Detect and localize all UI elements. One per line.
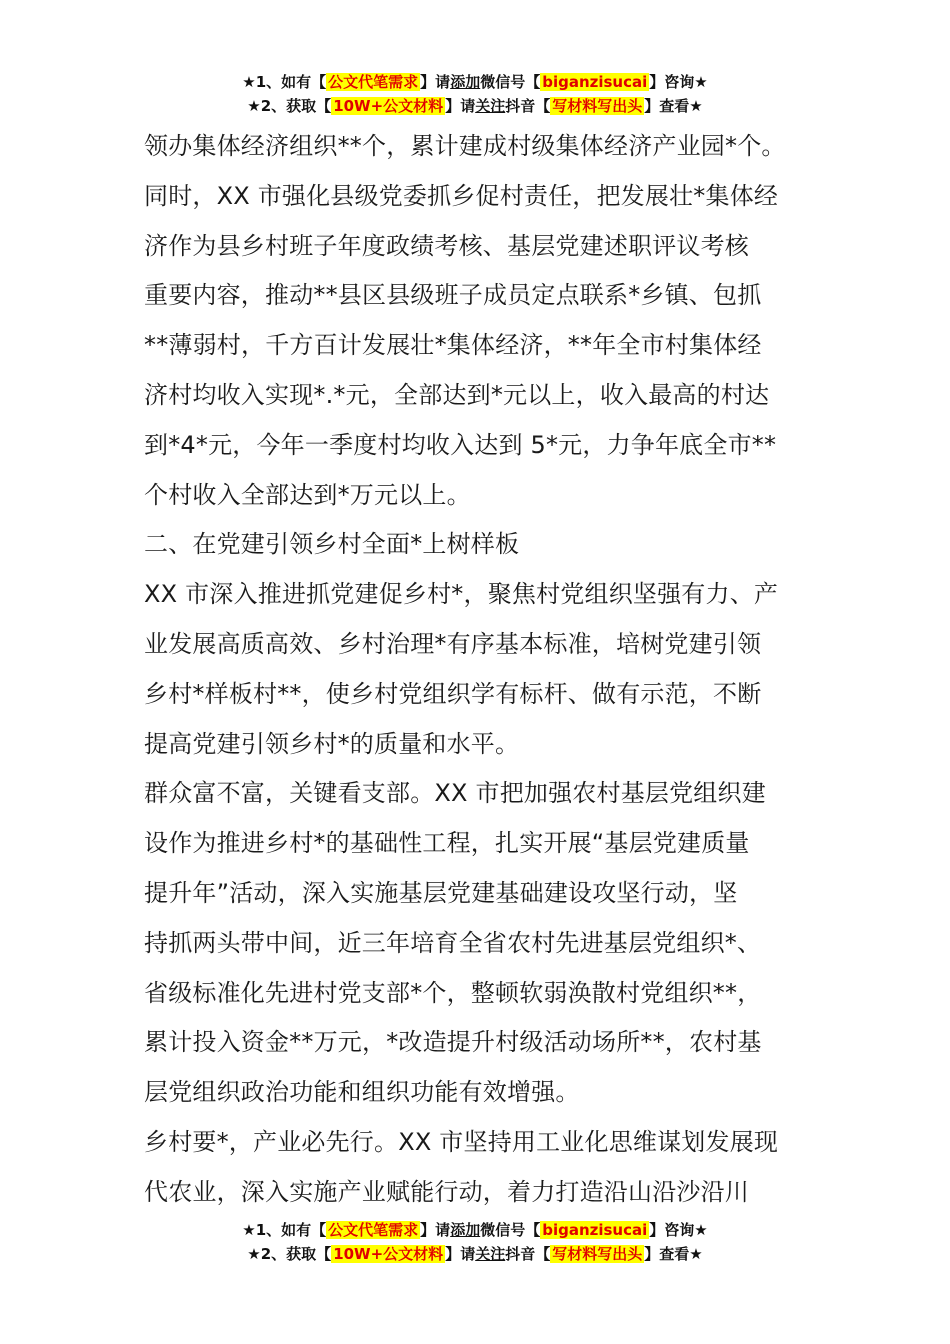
- text-line: 到*4*元，今年一季度村均收入达到 5*元，力争年底全市**: [144, 430, 777, 459]
- text-line: 提升年”活动，深入实施基层党建基础建设攻坚行动，坚: [144, 878, 738, 907]
- text-line: 提高党建引领乡村*的质量和水平。: [144, 729, 520, 758]
- text-line: 省级标准化先进村党支部*个，整顿软弱涣散村党组织**，: [144, 978, 762, 1007]
- section-heading: 二、在党建引领乡村全面*上树样板: [144, 530, 520, 559]
- text-line: 设作为推进乡村*的基础性工程，扎实开展“基层党建质量: [144, 829, 750, 858]
- text-line: 持抓两头带中间，近三年培育全省农村先进基层党组织*、: [144, 928, 762, 957]
- text-line: 业发展高质高效、乡村治理*有序基本标准，培树党建引领: [144, 629, 762, 658]
- banner-highlight: 写材料写出头: [552, 1245, 643, 1263]
- text-line: 个村收入全部达到*万元以上。: [144, 480, 471, 509]
- text-line: 层党组织政治功能和组织功能有效增强。: [144, 1078, 580, 1107]
- banner-highlight: biganzisucai: [542, 1221, 648, 1239]
- text-line: 乡村*样板村**，使乡村党组织学有标杆、做有示范，不断: [144, 679, 762, 708]
- banner-highlight: 公文代笔需求: [328, 73, 419, 91]
- banner-highlight: 10W+公文材料: [333, 97, 444, 115]
- document-body: [144, 122, 814, 1218]
- text-line: 济村均收入实现*.*元，全部达到*元以上，收入最高的村达: [144, 380, 770, 409]
- text-line: 领办集体经济组织**个，累计建成村级集体经济产业园*个。: [144, 132, 786, 160]
- banner-line-1: ★1、如有【 公文代笔需求 】请添加微信号【 biganzisucai 】咨询★: [242, 73, 708, 91]
- text-line: 济作为县乡村班子年度政绩考核、基层党建述职评议考核: [144, 231, 749, 260]
- text-line: 代农业，深入实施产业赋能行动，着力打造沿山沿沙沿川: [144, 1177, 749, 1206]
- text-line: 同时，XX 市强化县级党委抓乡促村责任，把发展壮*集体经: [144, 181, 779, 210]
- text-line: 累计投入资金**万元，*改造提升村级活动场所**，农村基: [144, 1028, 762, 1057]
- banner-highlight: 公文代笔需求: [328, 1221, 419, 1239]
- header-banner: [0, 70, 950, 118]
- banner-line-1: ★1、如有【 公文代笔需求 】请添加微信号【 biganzisucai 】咨询★: [242, 1221, 708, 1239]
- footer-banner: [0, 1218, 950, 1266]
- banner-highlight: 10W+公文材料: [333, 1245, 444, 1263]
- text-line: **薄弱村，千方百计发展壮*集体经济，**年全市村集体经: [144, 331, 762, 360]
- banner-highlight: 写材料写出头: [552, 97, 643, 115]
- text-line: XX 市深入推进抓党建促乡村*，聚焦村党组织坚强有力、产: [144, 580, 779, 609]
- banner-line-2: ★2、获取【 10W+公文材料 】请关注抖音【 写材料写出头 】查看★: [247, 97, 703, 115]
- text-line: 重要内容，推动**县区县级班子成员定点联系*乡镇、包抓: [144, 281, 762, 310]
- text-line: 乡村要*，产业必先行。XX 市坚持用工业化思维谋划发展现: [144, 1127, 779, 1156]
- text-line: 群众富不富，关键看支部。XX 市把加强农村基层党组织建: [144, 779, 766, 808]
- banner-highlight: biganzisucai: [542, 73, 648, 91]
- banner-line-2: ★2、获取【 10W+公文材料 】请关注抖音【 写材料写出头 】查看★: [247, 1245, 703, 1263]
